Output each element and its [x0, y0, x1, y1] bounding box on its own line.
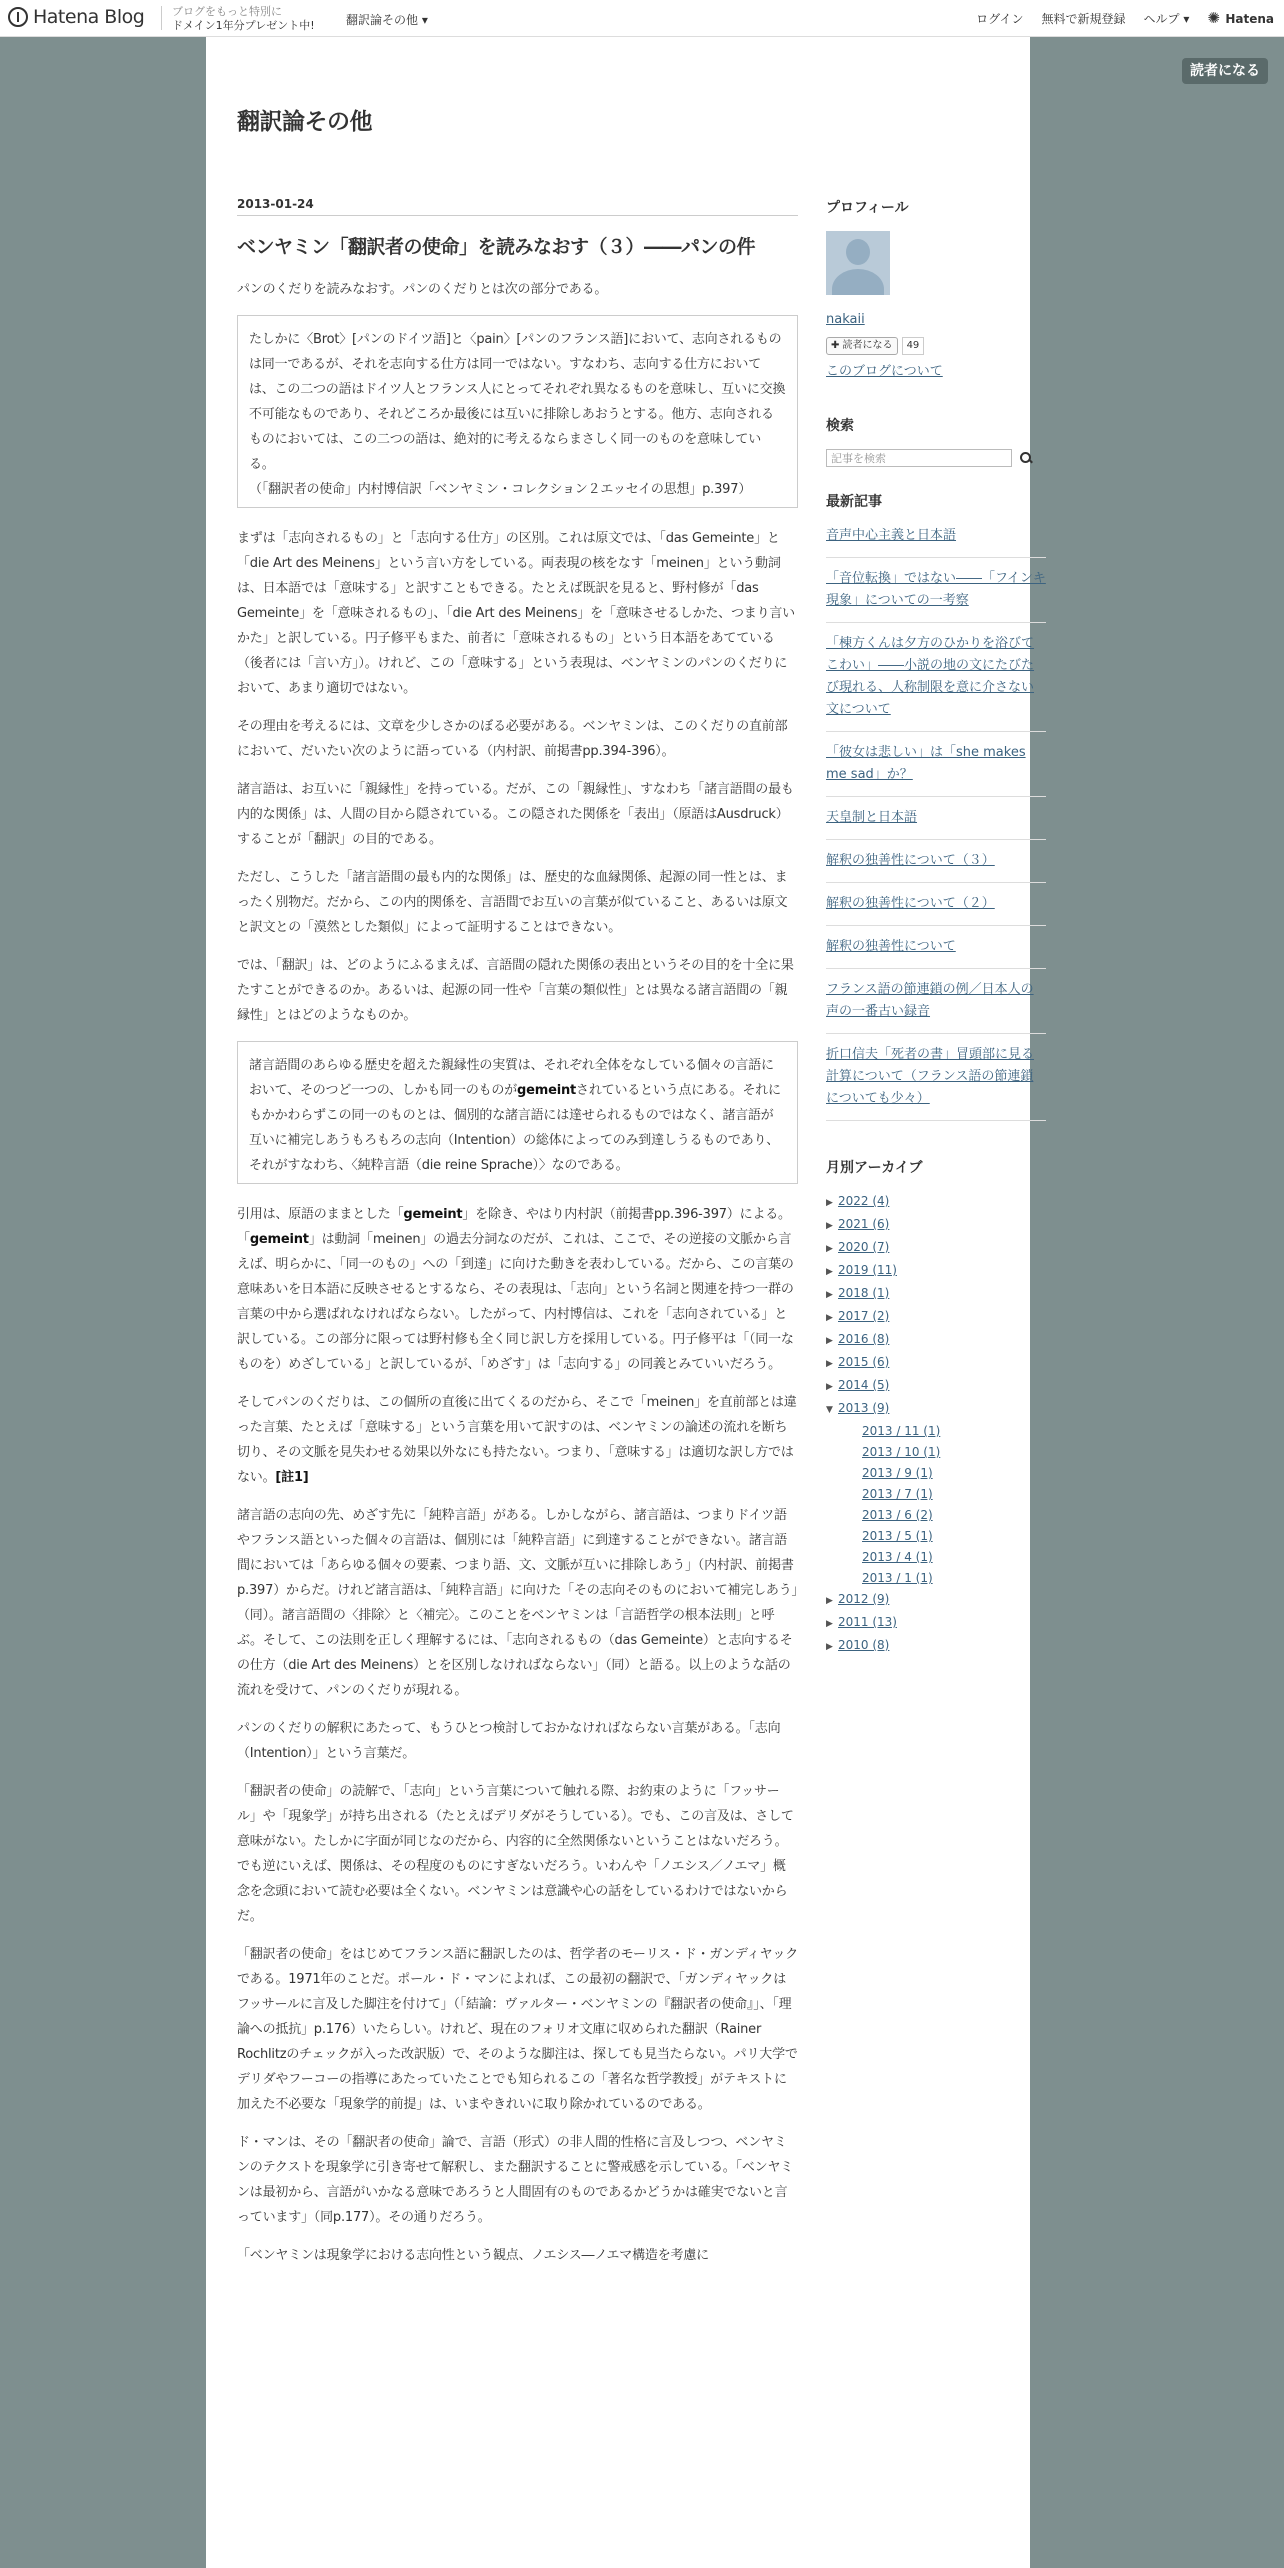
entry-blockquote [237, 315, 798, 508]
archive-month-item [826, 1463, 1046, 1484]
expand-arrow-icon[interactable]: ▶ [826, 1221, 833, 1231]
blog-container [206, 37, 1046, 2568]
signup-link[interactable]: 無料で新規登録 [1041, 12, 1126, 26]
sidebar [826, 197, 1046, 1658]
archive-link[interactable]: 2013 / 6 (2) [862, 1508, 933, 1522]
archive-year-item [826, 1260, 1046, 1283]
entry-paragraph: では、「翻訳」は、どのようにふるまえば、言語間の隠れた関係の表出というその目的を十全に果たすことができるのか。あるいは、起源の同一性や「言葉の類似性」とは異なる諸言語間の「親縁性」とはどのようなものか。 [237, 958, 794, 1023]
recent-entry-link[interactable]: 「音位転換」ではない――「フインキ現象」についての一考察 [826, 571, 1046, 608]
archive-link[interactable]: 2013 / 9 (1) [862, 1466, 933, 1480]
archive-year-item [826, 1375, 1046, 1398]
domain-promo-link[interactable] [172, 5, 315, 33]
blog-menu-dropdown[interactable]: 翻訳論その他 ▾ [346, 13, 428, 27]
archive-link[interactable]: 2010 (8) [838, 1638, 890, 1652]
expand-arrow-icon[interactable]: ▶ [826, 1336, 833, 1346]
recent-entry-item [826, 623, 1046, 732]
archive-link[interactable]: 2013 / 11 (1) [862, 1424, 941, 1438]
recent-entry-link[interactable]: フランス語の節連鎖の例／日本人の声の一番古い録音 [826, 982, 1034, 1019]
archive-year-item [826, 1237, 1046, 1260]
recent-entry-item [826, 797, 1046, 840]
expand-arrow-icon[interactable]: ▶ [826, 1244, 833, 1254]
archive-month-item [826, 1421, 1046, 1442]
reader-button[interactable]: ✚ 読者になる [826, 337, 898, 355]
entry-paragraph: 諸言語の志向の先、めざす先に「純粋言語」がある。しかしながら、諸言語は、つまりドイツ語やフランス語といった個々の言語は、個別には「純粋言語」に到達することができない。諸言語間においては「あらゆる個々の要素、つまり語、文、文脈が互いに排除しあう」（内村訳、前掲書p.397）からだ。けれど諸言語は、「純粋言語」に向けた「その志向そのものにおいて補完しあう」（同）。諸言語間の〈排除〉と〈補完〉。このことをベンヤミンは「言語哲学の根本法則」と呼ぶ。そして、この法則を正しく理解するには、「志向されるもの（das Gemeinte）と志向するその仕方（die Art des Meinens）とを区別しなければならない」（同）と語る。以上のような話の流れを受けて、パンのくだりが現れる。 [237, 1508, 798, 1698]
reader-count[interactable]: 49 [902, 337, 925, 355]
expand-arrow-icon[interactable]: ▶ [826, 1198, 833, 1208]
logo-text: Hatena Blog [33, 6, 145, 28]
archive-link[interactable]: 2020 (7) [838, 1240, 890, 1254]
entry-paragraph: パンのくだりの解釈にあたって、もうひとつ検討しておかなければならない言葉がある。「志向（Intention）」という言葉だ。 [237, 1721, 781, 1761]
entry-paragraph: パンのくだりを読みなおす。パンのくだりとは次の部分である。 [237, 282, 608, 297]
entry-paragraph: 引用は、原語のままとした「gemeint」を除き、やはり内村訳（前掲書pp.396-397）による。「gemeint」は動詞「meinen」の過去分詞なのだが、これは、ここで、その逆接の文脈から言えば、明らかに、「同一のもの」への「到達」に向けた動きを表わしている。だから、この言葉の意味あいを日本語に反映させるとするなら、その表現は、「志向」という名詞と関連を持つ一群の言葉の中から選ばれなければならない。したがって、内村博信は、これを「志向されている」と訳している。この部分に限っては野村修も全く同じ訳し方を採用している。円子修平は「（同一なものを）めざしている」と訳しているが、「めざす」は「志向する」の同義とみていいだろう。 [237, 1207, 794, 1372]
expand-arrow-icon[interactable]: ▶ [826, 1642, 833, 1652]
archive-link[interactable]: 2018 (1) [838, 1286, 890, 1300]
archive-link[interactable]: 2022 (4) [838, 1194, 890, 1208]
entry-paragraph: 「翻訳者の使命」をはじめてフランス語に翻訳したのは、哲学者のモーリス・ド・ガンディヤックである。1971年のことだ。ポール・ド・マンによれば、この最初の翻訳で、「ガンディヤックはフッサールに言及した脚注を付けて」（「結論：ヴァルター・ベンヤミンの『翻訳者の使命』」、「理論への抵抗」p.176）いたらしい。けれど、現在のフォリオ文庫に収められた翻訳（Rainer Rochlitzのチェックが入った改訳版）で、そのような脚注は、探しても見当たらない。パリ大学でデリダやフーコーの指導にあたっていたことでも知られるこの「著名な哲学教授」がテキストに加えた不必要な「現象学的前提」は、いまやきれいに取り除かれているのである。 [237, 1947, 798, 2112]
login-link[interactable]: ログイン [976, 12, 1024, 26]
recent-entry-item [826, 883, 1046, 926]
archive-month-item [826, 1484, 1046, 1505]
expand-arrow-icon[interactable]: ▶ [826, 1382, 833, 1392]
expand-arrow-icon[interactable]: ▶ [826, 1267, 833, 1277]
archive-month-item [826, 1547, 1046, 1568]
archive-year-item [826, 1214, 1046, 1237]
archive-year-item [826, 1398, 1046, 1421]
blog-title[interactable]: 翻訳論その他 [237, 109, 372, 135]
recent-entry-item [826, 840, 1046, 883]
hatena-icon [1207, 12, 1221, 26]
collapse-arrow-icon[interactable]: ▼ [826, 1405, 833, 1415]
quote-text: たしかに〈Brot〉[パンのドイツ語]と〈pain〉[パンのフランス語]において、志向されるものは同一であるが、それを志向する仕方は同一ではない。すなわち、志向する仕方においては、この二つの語はドイツ人とフランス人にとってそれぞれ異なるものを意味し、互いに交換不可能なものであり、それどころか最後には互いに排除しあおうとする。他方、志向されるものにおいては、この二つの語は、絶対的に考えるならまさしく同一のものを意味している。 （「翻訳者の使命」内村博信訳「ベンヤミン・コレクション２エッセイの思想」p.397） [249, 332, 786, 497]
recent-entry-item [826, 732, 1046, 797]
recent-entry-link[interactable]: 「彼女は悲しい」は「she makes me sad」か？ [826, 745, 1026, 782]
archive-link[interactable]: 2013 / 10 (1) [862, 1445, 941, 1459]
entry-blockquote [237, 1041, 798, 1184]
entry-paragraph: 「翻訳者の使命」の読解で、「志向」という言葉について触れる際、お約束のように「フッサール」や「現象学」が持ち出される（たとえばデリダがそうしている）。でも、この言及は、さして意味がない。たしかに字面が同じなのだから、内容的に全然関係ないということはないだろう。でも逆にいえば、関係は、その程度のものにすぎないだろう。いわんや「ノエシス／ノエマ」概念を念頭において読む必要は全くない。ベンヤミンは意識や心の話をしているわけではないからだ。 [237, 1784, 794, 1924]
promo-line-1: ブログをもっと特別に [172, 5, 282, 18]
archive-link[interactable]: 2013 / 7 (1) [862, 1487, 933, 1501]
search-title: 検索 [826, 418, 854, 434]
entry-paragraph: ド・マンは、その「翻訳者の使命」論で、言語（形式）の非人間的性格に言及しつつ、ベンヤミンのテクストを現象学に引き寄せて解釈し、また翻訳することに警戒感を示している。「ベンヤミンは最初から、言語がいかなる意味であろうと人間固有のものであるかどうかは確実でないと言っています」（同p.177）。その通りだろう。 [237, 2135, 794, 2225]
entry-paragraph: 「ベンヤミンは現象学における志向性という観点、ノエシス―ノエマ構造を考慮に [237, 2248, 709, 2263]
entry-paragraph: まずは「志向されるもの」と「志向する仕方」の区別。これは原文では、「das Gemeinte」と「die Art des Meinens」という言い方をしている。両表現の核をなす「meinen」という動詞は、日本語では「意味する」と訳すこともできる。たとえば既訳を見ると、野村修が「das Gemeinte」を「意味されるもの」、「die Art des Meinens」を「意味させるしかた、つまり言いかた」と訳している。円子修平もまた、前者に「意味されるもの」という日本語をあてている（後者には「言い方」）。けれど、この「意味する」という表現は、ベンヤミンのパンのくだりにおいて、あまり適切ではない。 [237, 531, 795, 696]
archive-month-item [826, 1526, 1046, 1547]
archive-list [826, 1191, 1046, 1658]
archive-link[interactable]: 2014 (5) [838, 1378, 890, 1392]
recent-entries-title: 最新記事 [826, 494, 882, 510]
recent-entry-link[interactable]: 音声中心主義と日本語 [826, 528, 957, 543]
recent-entry-link[interactable]: 折口信夫「死者の書」冒頭部に見る計算について（フランス語の節連鎖についても少々） [826, 1047, 1035, 1106]
entry-body [237, 277, 798, 2268]
recent-entry-item [826, 926, 1046, 969]
expand-arrow-icon[interactable]: ▶ [826, 1290, 833, 1300]
user-name-link[interactable]: nakaii [826, 312, 865, 327]
recent-entry-link[interactable]: 解釈の独善性について [826, 939, 956, 954]
recent-entry-item [826, 1034, 1046, 1121]
archive-month-item [826, 1442, 1046, 1463]
promo-line-2: ドメイン1年分プレゼント中! [172, 19, 315, 32]
archive-year-item [826, 1306, 1046, 1329]
entry-paragraph: その理由を考えるには、文章を少しさかのぼる必要がある。ベンヤミンは、このくだりの直前部において、だいたい次のように語っている（内村訳、前掲書pp.394-396）。 [237, 719, 788, 759]
archive-link[interactable]: 2016 (8) [838, 1332, 890, 1346]
recent-entry-item [826, 969, 1046, 1034]
archive-link[interactable]: 2017 (2) [838, 1309, 890, 1323]
global-header [0, 0, 1284, 37]
entry-paragraph: 諸言語は、お互いに「親縁性」を持っている。だが、この「親縁性」、すなわち「諸言語間の最も内的な関係」は、人間の目から隠されている。この隠された関係を「表出」（原語はAusdruck）することが「翻訳」の目的である。 [237, 782, 794, 847]
hatena-label: Hatena [1225, 11, 1274, 26]
expand-arrow-icon[interactable]: ▶ [826, 1619, 833, 1629]
archive-year-item [826, 1329, 1046, 1352]
recent-entry-link[interactable]: 「棟方くんは夕方のひかりを浴びてこわい」――小説の地の文にたびたび現れる、人称制限を意に介さない文について [826, 636, 1035, 717]
archive-month-item [826, 1568, 1046, 1589]
entry-date[interactable]: 2013-01-24 [237, 197, 798, 216]
search-icon[interactable] [1020, 452, 1032, 464]
subscribe-button[interactable]: 読者になる [1182, 58, 1268, 84]
archive-title: 月別アーカイブ [826, 1160, 923, 1176]
entry-paragraph: ただし、こうした「諸言語間の最も内的な関係」は、歴史的な血縁関係、起源の同一性とは、まったく別物だ。だから、この内的関係を、言語間でお互いの言葉が似ていること、あるいは原文と訳文との「漠然とした類似」によって証明することはできない。 [237, 870, 788, 935]
hatena-menu[interactable] [1207, 12, 1274, 26]
expand-arrow-icon[interactable]: ▶ [826, 1596, 833, 1606]
expand-arrow-icon[interactable]: ▶ [826, 1313, 833, 1323]
recent-entry-link[interactable]: 解釈の独善性について（２） [826, 896, 995, 911]
archive-year-item [826, 1635, 1046, 1658]
quote-text: 諸言語間のあらゆる歴史を超えた親縁性の実質は、それぞれ全体をなしている個々の言語において、そのつど一つの、しかも同一のものがgemeintされているという点にある。それにもかかわらずこの同一のものとは、個別的な諸言語には達せられるものではなく、諸言語が互いに補完しあうもろもろの志向（Intention）の総体によってのみ到達しうるものであり、それがすなわち、〈純粋言語（die reine Sprache）〉なのである。 [249, 1058, 781, 1173]
archive-link[interactable]: 2019 (11) [838, 1263, 897, 1277]
profile-title: プロフィール [826, 200, 909, 216]
entry-paragraph: そしてパンのくだりは、この個所の直後に出てくるのだから、そこで「meinen」を直前部とは違った言葉、たとえば「意味する」という言葉を用いて訳すのは、ベンヤミンの論述の流れを断ち切り、その文脈を見失わせる効果以外なにも持たない。つまり、「意味する」は適切な訳し方ではない。[註1] [237, 1395, 797, 1485]
archive-link[interactable]: 2015 (6) [838, 1355, 890, 1369]
archive-link[interactable]: 2013 / 1 (1) [862, 1571, 933, 1585]
archive-year-item [826, 1191, 1046, 1214]
archive-link[interactable]: 2013 (9) [838, 1401, 890, 1415]
main-content [237, 197, 798, 2281]
recent-entry-link[interactable]: 天皇制と日本語 [826, 810, 918, 825]
archive-link[interactable]: 2013 / 5 (1) [862, 1529, 933, 1543]
archive-year-item [826, 1352, 1046, 1375]
help-dropdown[interactable]: ヘルプ ▾ [1143, 12, 1190, 26]
recent-entry-item [826, 525, 1046, 558]
archive-year-item [826, 1612, 1046, 1635]
entry-title[interactable]: ベンヤミン「翻訳者の使命」を読みなおす（３）――パンの件 [237, 236, 756, 258]
archive-link[interactable]: 2013 / 4 (1) [862, 1550, 933, 1564]
header-divider [161, 6, 162, 30]
archive-link[interactable]: 2011 (13) [838, 1615, 897, 1629]
recent-entries-list [826, 525, 1046, 1121]
recent-entry-item [826, 558, 1046, 623]
about-blog-link[interactable]: このブログについて [826, 364, 943, 379]
archive-link[interactable]: 2012 (9) [838, 1592, 890, 1606]
hatena-logo-icon [8, 7, 28, 27]
search-input[interactable]: 記事を検索 [826, 449, 1012, 467]
recent-entry-link[interactable]: 解釈の独善性について（３） [826, 853, 995, 868]
archive-month-item [826, 1505, 1046, 1526]
archive-year-item [826, 1589, 1046, 1612]
archive-link[interactable]: 2021 (6) [838, 1217, 890, 1231]
expand-arrow-icon[interactable]: ▶ [826, 1359, 833, 1369]
archive-year-item [826, 1283, 1046, 1306]
avatar[interactable] [826, 231, 890, 295]
hatena-blog-logo[interactable] [8, 6, 144, 28]
